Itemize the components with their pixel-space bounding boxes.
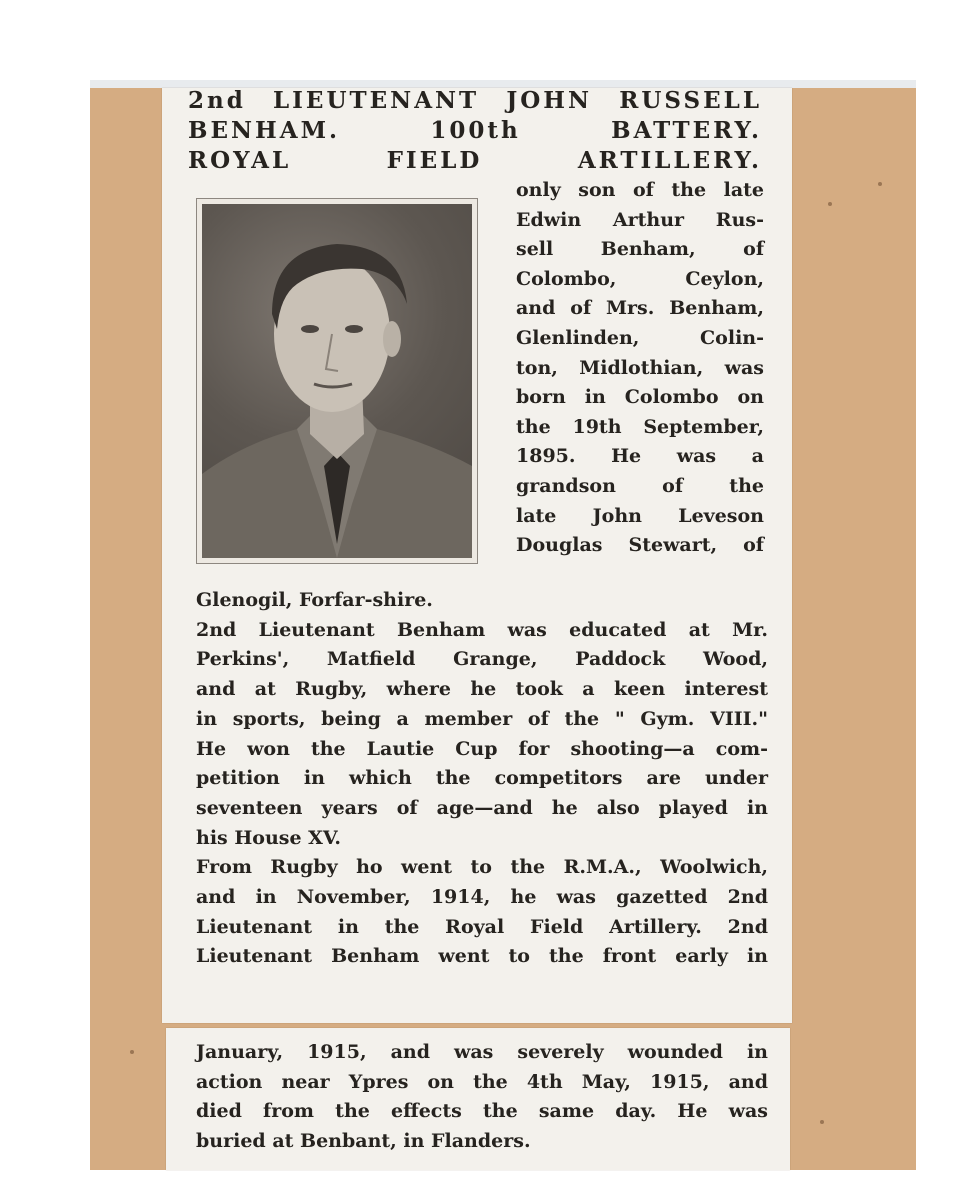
column-line: Glenlinden, Colin- <box>516 326 764 349</box>
continuation-line: buried at Benbant, in Flanders. <box>196 1130 531 1153</box>
column-line: born in Colombo on <box>516 386 764 409</box>
continuation-line: action near Ypres on the 4th May, 1915, and <box>196 1070 768 1093</box>
column-line: 1895. He was a <box>516 445 764 468</box>
body-line: He won the Lautie Cup for shooting—a com- <box>196 737 768 760</box>
continuation-line: January, 1915, and was severely wounded in <box>196 1041 768 1063</box>
column-line: Edwin Arthur Rus- <box>516 208 764 231</box>
headline-line-3: ROYAL FIELD ARTILLERY. <box>188 147 762 174</box>
column-line: only son of the late <box>516 179 764 201</box>
body-line: petition in which the competitors are under <box>196 767 768 790</box>
article-column <box>516 176 764 561</box>
paper-speck <box>878 182 882 186</box>
headline-line-2: BENHAM. 100th BATTERY. <box>188 117 762 144</box>
column-line: ton, Midlothian, was <box>516 356 764 379</box>
body-line: and at Rugby, where he took a keen interest <box>196 678 768 701</box>
body-line: his House XV. <box>196 826 341 849</box>
body-line: Lieutenant in the Royal Field Artillery. 2nd <box>196 915 768 938</box>
body-line: and in November, 1914, he was gazetted 2nd <box>196 886 768 909</box>
paper-speck <box>828 202 832 206</box>
body-line: in sports, being a member of the " Gym. VIII." <box>196 707 768 730</box>
column-line: the 19th September, <box>516 415 764 438</box>
body-line: Lieutenant Benham went to the front early in <box>196 945 768 968</box>
body-line: seventeen years of age—and he also played in <box>196 796 768 819</box>
column-line: sell Benham, of <box>516 238 764 261</box>
body-line: Glenogil, Forfar-shire. <box>196 589 433 611</box>
continuation-line: died from the effects the same day. He was <box>196 1100 768 1123</box>
article-body <box>196 586 768 972</box>
paper-speck <box>820 1120 824 1124</box>
body-line: 2nd Lieutenant Benham was educated at Mr. <box>196 618 768 641</box>
column-line: grandson of the <box>516 474 764 497</box>
body-line: Perkins', Matfield Grange, Paddock Wood, <box>196 648 768 671</box>
headline-line-1: 2nd LIEUTENANT JOHN RUSSELL <box>188 87 762 114</box>
body-line: From Rugby ho went to the R.M.A., Woolwich, <box>196 856 768 879</box>
paper-speck <box>130 1050 134 1054</box>
article-continuation <box>196 1038 768 1157</box>
column-line: late John Leveson <box>516 504 764 527</box>
column-line: Douglas Stewart, of <box>516 534 764 557</box>
column-line: Colombo, Ceylon, <box>516 267 764 290</box>
column-line: and of Mrs. Benham, <box>516 297 764 320</box>
portrait-photo <box>196 198 478 564</box>
